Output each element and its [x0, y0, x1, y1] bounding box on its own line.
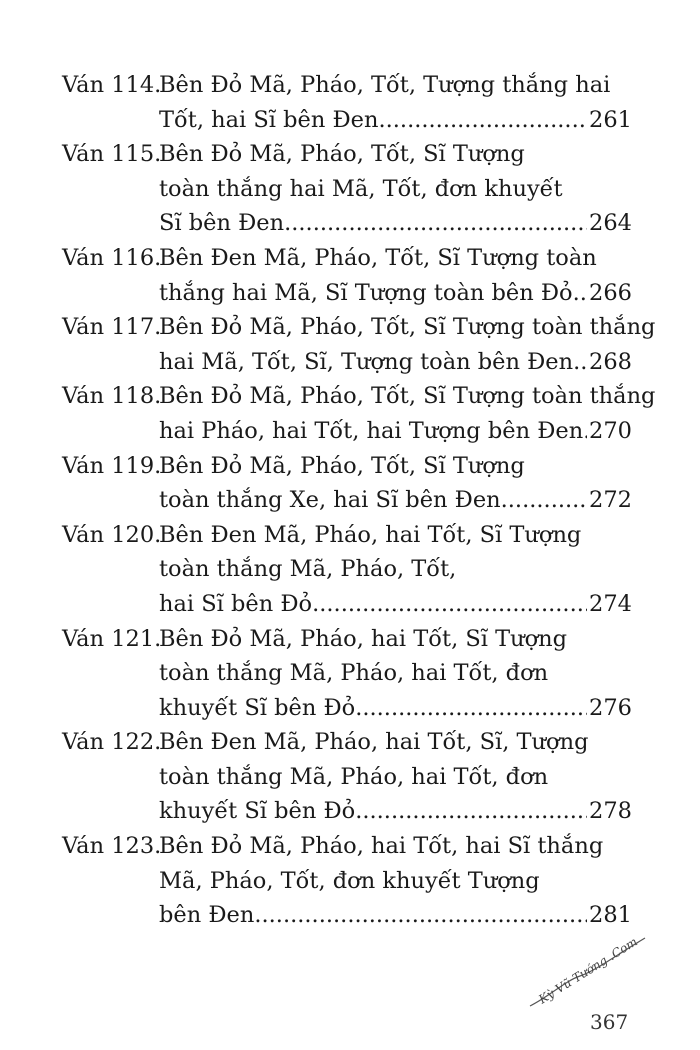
toc-leader-dots — [573, 345, 587, 380]
toc-entry — [62, 310, 656, 379]
toc-entry-line — [62, 345, 632, 380]
toc-entry-label: Ván 122. — [62, 729, 162, 756]
toc-leader — [573, 345, 632, 380]
toc-entry-text: khuyết Sĩ bên Đỏ — [159, 694, 356, 721]
toc-entry — [62, 137, 632, 241]
toc-entry-text: toàn thắng Mã, Pháo, Tốt, — [159, 556, 457, 583]
toc-entry-line — [62, 829, 632, 864]
svg-text:Kỳ Vũ Tướng .Com: Kỳ Vũ Tướng .Com — [536, 934, 640, 1007]
toc-entry — [62, 241, 632, 310]
toc-entry-line — [62, 310, 656, 345]
toc-entry-text: thắng hai Mã, Sĩ Tượng toàn bên Đỏ — [159, 279, 573, 306]
table-of-contents — [62, 68, 656, 933]
toc-entry — [62, 449, 632, 518]
toc-entry-line — [62, 552, 632, 587]
toc-entry — [62, 725, 632, 829]
toc-entry — [62, 829, 632, 933]
toc-entry-text: Bên Đen Mã, Pháo, Tốt, Sĩ Tượng toàn — [159, 244, 597, 271]
toc-entry-text: Bên Đỏ Mã, Pháo, hai Tốt, Sĩ Tượng — [159, 625, 568, 652]
toc-entry-text: Sĩ bên Đen — [159, 210, 285, 237]
toc-entry-text: Bên Đen Mã, Pháo, hai Tốt, Sĩ Tượng — [159, 521, 582, 548]
toc-entry-text: Bên Đỏ Mã, Pháo, Tốt, Tượng thắng hai — [159, 72, 611, 98]
toc-entry-line — [62, 414, 632, 449]
page-number: 367 — [590, 1010, 629, 1034]
toc-leader — [501, 483, 632, 518]
toc-entry-text: toàn thắng Xe, hai Sĩ bên Đen — [159, 487, 501, 514]
toc-entry-line — [62, 656, 632, 691]
toc-entry-text: Bên Đen Mã, Pháo, hai Tốt, Sĩ, Tượng — [159, 729, 589, 756]
toc-entry-text: Bên Đỏ Mã, Pháo, Tốt, Sĩ Tượng toàn thắng — [159, 314, 656, 341]
toc-page-number: 278 — [589, 798, 632, 825]
toc-page-number: 266 — [589, 279, 632, 306]
toc-leader-dots — [573, 276, 587, 311]
toc-entry-line — [62, 518, 632, 553]
toc-entry-line — [62, 691, 632, 726]
toc-entry-text: Mã, Pháo, Tốt, đơn khuyết Tượng — [159, 867, 540, 894]
toc-entry-line — [62, 241, 632, 276]
toc-entry-line — [62, 379, 656, 414]
toc-entry-label: Ván 119. — [62, 452, 162, 479]
toc-page-number: 270 — [589, 417, 632, 444]
toc-entry-text: Bên Đỏ Mã, Pháo, Tốt, Sĩ Tượng — [159, 452, 525, 479]
toc-entry-label: Ván 121. — [62, 625, 162, 652]
toc-page-number: 261 — [589, 106, 632, 133]
toc-page-number: 274 — [589, 590, 632, 617]
toc-entry-line — [62, 760, 632, 795]
toc-leader-dots — [355, 691, 587, 726]
toc-entry-line — [62, 483, 632, 518]
toc-entry-line — [62, 622, 632, 657]
toc-entry-line — [62, 587, 632, 622]
toc-leader — [355, 794, 632, 829]
toc-entry-line — [62, 103, 632, 138]
toc-page-number: 272 — [589, 487, 632, 514]
toc-entry-label: Ván 114. — [62, 72, 162, 98]
toc-entry-text: Bên Đỏ Mã, Pháo, Tốt, Sĩ Tượng toàn thắng — [159, 383, 656, 410]
toc-entry-text: hai Pháo, hai Tốt, hai Tượng bên Đen — [159, 417, 584, 444]
toc-page-number: 276 — [589, 694, 632, 721]
toc-entry-text: hai Sĩ bên Đỏ — [159, 590, 313, 617]
toc-leader-dots — [378, 103, 587, 138]
toc-entry-label: Ván 123. — [62, 833, 162, 860]
toc-entry-text: hai Mã, Tốt, Sĩ, Tượng toàn bên Đen — [159, 348, 574, 375]
toc-page-number: 264 — [589, 210, 632, 237]
toc-entry-label: Ván 117. — [62, 314, 162, 341]
toc-entry-line — [62, 276, 632, 311]
toc-entry — [62, 379, 656, 448]
toc-leader — [573, 276, 632, 311]
toc-leader — [355, 691, 632, 726]
toc-entry-line — [62, 172, 632, 207]
toc-entry-text: bên Đen — [159, 902, 255, 929]
toc-entry-line — [62, 449, 632, 484]
toc-entry-text: toàn thắng Mã, Pháo, hai Tốt, đơn — [159, 763, 549, 790]
toc-leader-dots — [312, 587, 587, 622]
toc-entry-text: Bên Đỏ Mã, Pháo, Tốt, Sĩ Tượng — [159, 141, 525, 168]
toc-entry-text: toàn thắng Mã, Pháo, hai Tốt, đơn — [159, 660, 549, 687]
toc-entry-label: Ván 118. — [62, 383, 162, 410]
toc-entry-text: Bên Đỏ Mã, Pháo, hai Tốt, hai Sĩ thắng — [159, 833, 604, 860]
toc-leader — [284, 206, 632, 241]
toc-leader — [583, 414, 632, 449]
toc-leader-dots — [355, 794, 587, 829]
toc-entry-line — [62, 794, 632, 829]
toc-entry-text: Tốt, hai Sĩ bên Đen — [159, 106, 379, 133]
toc-entry-line — [62, 725, 632, 760]
toc-entry-text: khuyết Sĩ bên Đỏ — [159, 798, 356, 825]
toc-entry — [62, 68, 632, 137]
toc-entry-line — [62, 137, 632, 172]
toc-entry — [62, 622, 632, 726]
toc-entry-line — [62, 206, 632, 241]
toc-leader-dots — [284, 206, 587, 241]
toc-page-number: 281 — [589, 902, 632, 929]
toc-leader-dots — [501, 483, 587, 518]
toc-entry-text: toàn thắng hai Mã, Tốt, đơn khuyết — [159, 175, 563, 202]
watermark-signature-logo — [520, 926, 660, 1016]
toc-entry-label: Ván 116. — [62, 244, 162, 271]
toc-leader — [312, 587, 632, 622]
toc-page-number: 268 — [589, 348, 632, 375]
toc-entry-label: Ván 120. — [62, 521, 162, 548]
toc-leader — [378, 103, 632, 138]
toc-entry-line — [62, 864, 632, 899]
toc-entry-label: Ván 115. — [62, 141, 162, 168]
toc-entry-line — [62, 68, 632, 103]
toc-entry — [62, 518, 632, 622]
